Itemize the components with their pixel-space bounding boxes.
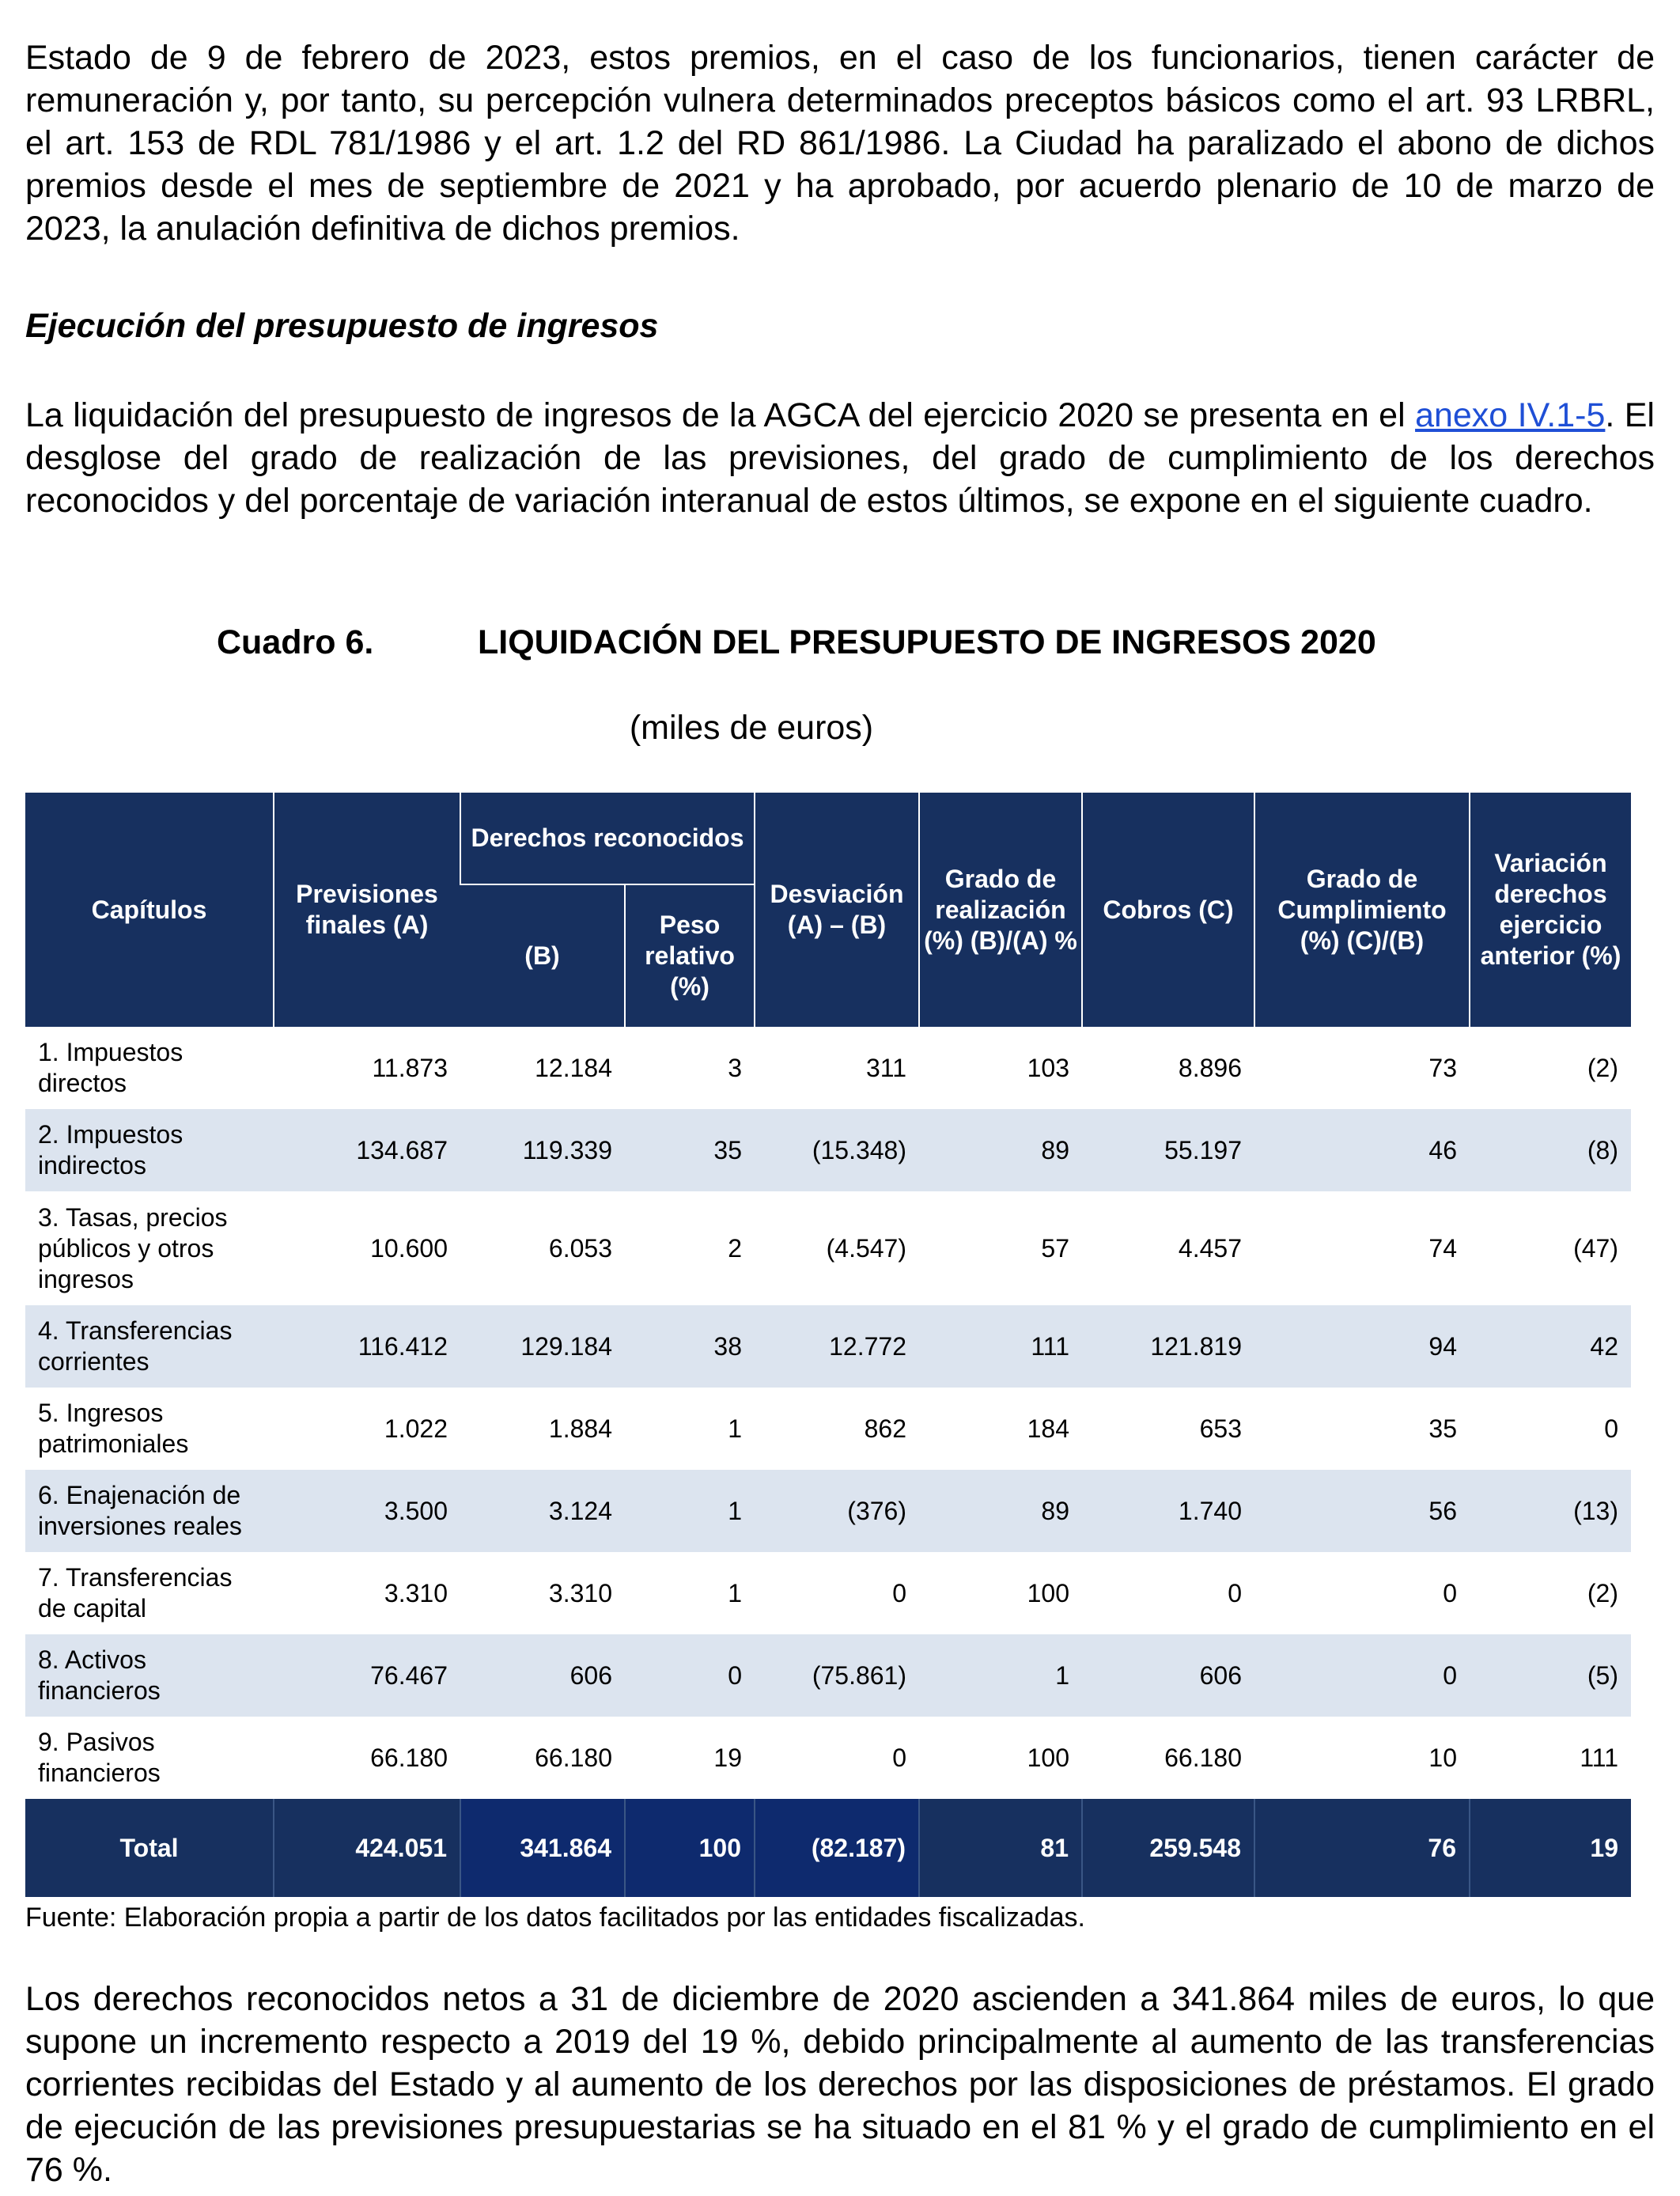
cell-cobros: 8.896 [1178, 1053, 1242, 1082]
cell-desviacion: (4.547) [826, 1233, 906, 1263]
cell-previsiones: 3.310 [384, 1578, 448, 1607]
cell-realizacion: 1 [919, 1634, 1082, 1717]
cell-variacion: (13) [1470, 1470, 1631, 1552]
table-row [25, 1305, 1631, 1388]
table-row [25, 1109, 1631, 1191]
cell-previsiones: 134.687 [274, 1109, 460, 1191]
cell-capitulo: 8. Activos financieros [25, 1634, 274, 1717]
header-cumplimiento: Grado de Cumplimiento (%) (C)/(B) [1254, 793, 1470, 1027]
cell-peso: 2 [728, 1233, 742, 1263]
description-text-start: La liquidación del presupuesto de ingresos de la AGCA del ejercicio 2020 se presenta en el [25, 396, 1416, 434]
intro-paragraph: Estado de 9 de febrero de 2023, estos premios, en el caso de los funcionarios, tienen carácter de remuneración y, por tanto, su percepción vulnera determinados preceptos básicos como el art. 93 LRBRL, el art. 153 de RDL 781/1986 y el art. 1.2 del RD 861/1986. La Ciudad ha paralizado el abono de dichos premios desde el mes de septiembre de 2021 y ha aprobado, por acuerdo plenario de 10 de marzo de 2023, la anulación definitiva de dichos premios. [25, 39, 1655, 248]
cell-derechos: 3.310 [548, 1578, 612, 1607]
cell-capitulo: 9. Pasivos financieros [38, 1728, 161, 1787]
income-budget-table [25, 793, 1631, 1897]
cell-realizacion: 184 [1027, 1414, 1069, 1443]
cell-capitulo: 5. Ingresos patrimoniales [38, 1399, 189, 1458]
cell-previsiones: 3.500 [274, 1470, 460, 1552]
cell-cobros: 55.197 [1082, 1109, 1254, 1191]
cell-variacion: (2) [1587, 1578, 1618, 1607]
cell-cobros: 653 [1199, 1414, 1242, 1443]
table-row [25, 1552, 1631, 1634]
cell-derechos: 119.339 [460, 1109, 625, 1191]
total-cobros: 259.548 [1082, 1799, 1254, 1897]
cell-previsiones: 1.022 [384, 1414, 448, 1443]
cell-desviacion: 0 [892, 1743, 906, 1772]
table-title: LIQUIDACIÓN DEL PRESUPUESTO DE INGRESOS 2020 [478, 623, 1376, 661]
cell-capitulo: 3. Tasas, precios públicos y otros ingresos [38, 1202, 228, 1293]
cell-previsiones: 10.600 [370, 1233, 448, 1263]
cell-variacion: 111 [1580, 1743, 1618, 1772]
table-row [25, 1027, 1631, 1109]
table-units: (miles de euros) [629, 709, 874, 747]
cell-derechos: 3.124 [460, 1470, 625, 1552]
header-cobros: Cobros (C) [1082, 793, 1254, 1027]
cell-derechos: 606 [460, 1634, 625, 1717]
cell-cumplimiento: 35 [1428, 1414, 1457, 1443]
closing-paragraph: Los derechos reconocidos netos a 31 de diciembre de 2020 ascienden a 341.864 miles de euros, lo que supone un incremento respecto a 2019 del 19 %, debido principalmente al aumento de las transferencias corrientes recibidas del Estado y al aumento de los derechos por las disposiciones de préstamos. El grado de ejecución de las previsiones presupuestarias se ha situado en el 81 % y el grado de cumplimiento en el 76 %. [25, 1980, 1655, 2189]
section-heading: Ejecución del presupuesto de ingresos [25, 307, 659, 345]
table-number: Cuadro 6. [217, 623, 374, 661]
total-previsiones: 424.051 [274, 1799, 460, 1897]
total-label: Total [25, 1799, 274, 1897]
cell-cumplimiento: 10 [1428, 1743, 1457, 1772]
header-derechos-group: Derechos reconocidos [460, 793, 755, 884]
cell-cobros: 606 [1082, 1634, 1254, 1717]
cell-desviacion: 862 [864, 1414, 906, 1443]
cell-derechos: 12.184 [535, 1053, 612, 1082]
table-row [25, 1191, 1631, 1305]
cell-capitulo: 4. Transferencias corrientes [25, 1305, 274, 1388]
total-variacion: 19 [1470, 1799, 1631, 1897]
cell-realizacion: 89 [919, 1109, 1082, 1191]
cell-cumplimiento: 73 [1428, 1053, 1457, 1082]
cell-peso: 1 [625, 1470, 755, 1552]
cell-realizacion: 103 [1027, 1053, 1069, 1082]
cell-variacion: 42 [1470, 1305, 1631, 1388]
cell-peso: 0 [625, 1634, 755, 1717]
cell-realizacion: 57 [1041, 1233, 1069, 1263]
cell-cumplimiento: 74 [1428, 1233, 1457, 1263]
cell-cobros: 66.180 [1164, 1743, 1242, 1772]
annex-link[interactable]: anexo IV.1-5 [1415, 396, 1606, 434]
table-row [25, 1634, 1631, 1717]
cell-cumplimiento: 56 [1254, 1470, 1470, 1552]
cell-desviacion: (75.861) [755, 1634, 919, 1717]
cell-peso: 38 [625, 1305, 755, 1388]
cell-cobros: 4.457 [1178, 1233, 1242, 1263]
cell-peso: 1 [728, 1414, 742, 1443]
header-realizacion: Grado de realización (%) (B)/(A) % [919, 793, 1082, 1027]
cell-realizacion: 89 [919, 1470, 1082, 1552]
cell-variacion: 0 [1604, 1414, 1618, 1443]
header-previsiones: Previsiones finales (A) [274, 793, 460, 1027]
cell-variacion: (2) [1587, 1053, 1618, 1082]
total-row [25, 1799, 1631, 1897]
cell-previsiones: 76.467 [274, 1634, 460, 1717]
header-derechos-b: (B) [460, 884, 625, 1027]
cell-derechos: 6.053 [548, 1233, 612, 1263]
header-variacion: Variación derechos ejercicio anterior (%) [1470, 793, 1631, 1027]
cell-peso: 1 [728, 1578, 742, 1607]
header-peso: Peso relativo (%) [625, 884, 755, 1027]
cell-desviacion: (15.348) [755, 1109, 919, 1191]
cell-capitulo: 7. Transferencias de capital [38, 1563, 233, 1622]
table-row [25, 1470, 1631, 1552]
cell-peso: 19 [713, 1743, 742, 1772]
table-row [25, 1717, 1631, 1799]
cell-realizacion: 111 [919, 1305, 1082, 1388]
cell-peso: 3 [728, 1053, 742, 1082]
cell-desviacion: (376) [755, 1470, 919, 1552]
cell-capitulo: 1. Impuestos directos [38, 1038, 184, 1097]
cell-previsiones: 116.412 [274, 1305, 460, 1388]
total-realizacion: 81 [919, 1799, 1082, 1897]
cell-variacion: (47) [1573, 1233, 1618, 1263]
header-desviacion: Desviación (A) – (B) [755, 793, 919, 1027]
cell-desviacion: 0 [892, 1578, 906, 1607]
cell-realizacion: 100 [1027, 1743, 1069, 1772]
cell-derechos: 1.884 [548, 1414, 612, 1443]
cell-peso: 35 [625, 1109, 755, 1191]
description-paragraph [25, 394, 1655, 522]
description-text-end: . El desglose del grado de realización de las previsiones, del grado de cumplimiento de los derechos reconocidos y del porcentaje de variación interanual de estos últimos, se expone en el siguiente cuadro. [25, 396, 1655, 520]
cell-variacion: (5) [1470, 1634, 1631, 1717]
cell-derechos: 129.184 [460, 1305, 625, 1388]
total-derechos: 341.864 [460, 1799, 625, 1897]
total-desviacion: (82.187) [755, 1799, 919, 1897]
cell-previsiones: 11.873 [372, 1053, 448, 1082]
cell-cumplimiento: 94 [1254, 1305, 1470, 1388]
cell-desviacion: 12.772 [755, 1305, 919, 1388]
table-row [25, 1388, 1631, 1470]
cell-cobros: 1.740 [1082, 1470, 1254, 1552]
cell-derechos: 66.180 [535, 1743, 612, 1772]
header-capitulos: Capítulos [25, 793, 274, 1027]
cell-capitulo: 6. Enajenación de inversiones reales [25, 1470, 274, 1552]
total-cumplimiento: 76 [1254, 1799, 1470, 1897]
cell-cobros: 121.819 [1082, 1305, 1254, 1388]
cell-capitulo: 2. Impuestos indirectos [25, 1109, 274, 1191]
cell-previsiones: 66.180 [370, 1743, 448, 1772]
cell-cumplimiento: 46 [1254, 1109, 1470, 1191]
cell-variacion: (8) [1470, 1109, 1631, 1191]
cell-cobros: 0 [1228, 1578, 1242, 1607]
total-peso: 100 [625, 1799, 755, 1897]
cell-desviacion: 311 [865, 1053, 906, 1082]
cell-realizacion: 100 [1027, 1578, 1069, 1607]
cell-cumplimiento: 0 [1443, 1578, 1457, 1607]
cell-cumplimiento: 0 [1254, 1634, 1470, 1717]
source-note: Fuente: Elaboración propia a partir de los datos facilitados por las entidades fiscalizadas. [25, 1903, 1085, 1933]
